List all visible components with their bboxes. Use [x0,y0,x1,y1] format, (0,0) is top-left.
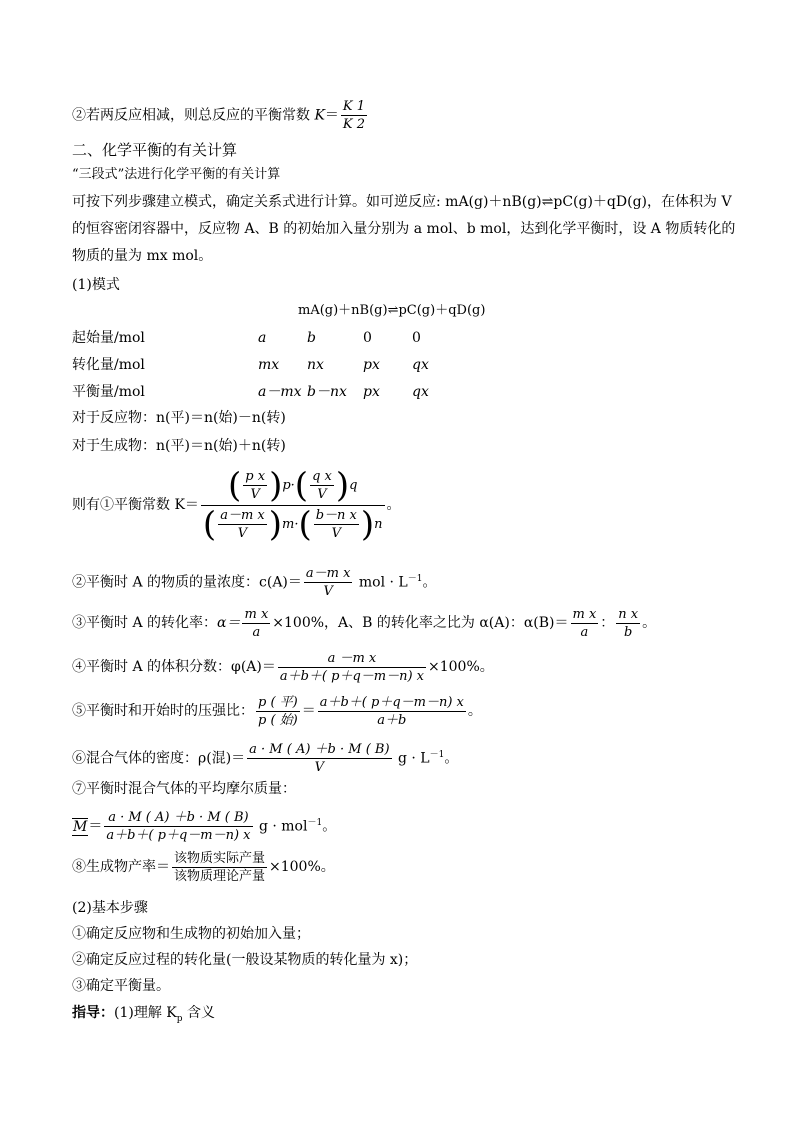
density-formula: ⑥混合气体的密度：ρ(混)＝ $\frac{a \cdot M ( A) +b \cdot M ( B)}{V}$ $g \cdot L^{-1}$。 [72,742,459,776]
reactant-relation: 对于反应物：n(平)＝n(始)－n(转) [72,410,286,426]
concentration-formula: ②平衡时 A 的物质的量浓度：c(A)＝ $\frac{\text{a－m x}}{V}$ mol · $L^{-1}$。 [72,566,437,600]
volume-fraction-formula: ④平衡时 A 的体积分数：φ(A)＝ $\frac{\text{a －m x}}{a+b+( p+q-m-n) x}$ ×100%。 [72,650,494,684]
equals: ＝ [324,107,339,124]
row-label-start: 起始量/mol [72,330,145,346]
steps-heading: (2)基本步骤 [72,900,148,916]
k-denominator: ( $\frac{\text{a－m x}}{V}$ )m·( $\frac{\text{b－n x}}{V}$ )n [202,504,383,544]
cell: px [363,357,380,373]
reaction-equation: mA(g)＋nB(g)⇌pC(g)＋qD(g) [298,303,486,318]
product-relation: 对于生成物：n(平)＝n(始)＋n(转) [72,438,286,454]
cell: 0 [412,330,421,346]
mode-heading: (1)模式 [72,277,120,293]
cell: a－mx [258,384,302,400]
step-1: ①确定反应物和生成物的初始加入量； [72,926,310,942]
cell: px [363,384,380,400]
step-2: ②确定反应过程的转化量(一般设某物质的转化量为 x)； [72,952,418,968]
fraction-k1-k2 [341,98,367,133]
cell: a [258,330,267,346]
cell: nx [307,357,324,373]
cell: mx [258,357,280,373]
cell: 0 [363,330,372,346]
paragraph-line: 物质的量为 mx mol。 [72,248,213,264]
symbol-k: K [314,107,325,124]
subheading: “三段式”法进行化学平衡的有关计算 [72,167,281,182]
cell: b [307,330,316,346]
molar-mass-formula: M＝ $\frac{a \cdot M ( A) +b \cdot M ( B)}{a+b+( p+q-m-n) x}$ g · mol$^{-1}$。 [73,810,337,844]
molar-mass-heading: ⑦平衡时混合气体的平均摩尔质量： [72,781,296,797]
conversion-rate-formula: ③平衡时 A 的转化率：α＝ $\frac{\text{m x}}{a}$ ×100%，A、B 的转化率之比为 α(A)：α(B)＝ $\frac{\text{m x}}{a}$ ： $\frac{\text{n x}}{b}$ 。 [72,606,657,640]
label: 则有①平衡常数 K＝ [72,497,199,513]
equilibrium-constant-formula: 则有①平衡常数 K＝ ( $\frac{\text{p x}}{V}$ )p·( $\frac{\text{q x}}{V}$ )q ( $\frac{\text{a－m x}}{V}$ )m·( $\frac{\text{b－n x}}{V}$ )n 。 [72,465,401,544]
cell: qx [412,357,429,373]
yield-formula: ⑧生成物产率＝ $\frac{\text{该物质实际产量}}{\text{该物质理论产量}}$ ×100%。 [72,850,335,884]
section-heading: 二、化学平衡的有关计算 [72,141,238,159]
paragraph-line: 的恒容密闭容器中，反应物 A、B 的初始加入量分别为 a mol、b mol，达到化学平衡时，设 A 物质转化的 [72,221,736,237]
row-label-change: 转化量/mol [72,357,145,373]
paragraph-line: 可按下列步骤建立模式，确定关系式进行计算。如可逆反应: mA(g)＋nB(g)⇌pC(g)＋qD(g)，在体积为 V [72,194,732,210]
cell: b－nx [307,384,347,400]
text: ②若两反应相减，则总反应的平衡常数 [72,107,315,124]
pressure-ratio-formula: ⑤平衡时和开始时的压强比： $\frac{\text{p ( 平)}}{\text{p ( 始)}}$ ＝ $\frac{a+b+( p+q-m-n) x}{a+b}$ 。 [72,694,482,728]
step-3: ③确定平衡量。 [72,978,170,994]
row-label-equilibrium: 平衡量/mol [72,384,145,400]
cell: qx [412,384,429,400]
frac-den: K 2 [342,117,366,132]
frac-num: K 1 [342,99,366,114]
fraction-k [201,467,385,544]
k-numerator: ( $\frac{\text{p x}}{V}$ )p·( $\frac{\text{q x}}{V}$ )q [201,467,385,506]
guide-line: 指导：(1)理解 $K_p$ 含义 [72,1005,215,1024]
line-k-subtract [72,98,369,133]
